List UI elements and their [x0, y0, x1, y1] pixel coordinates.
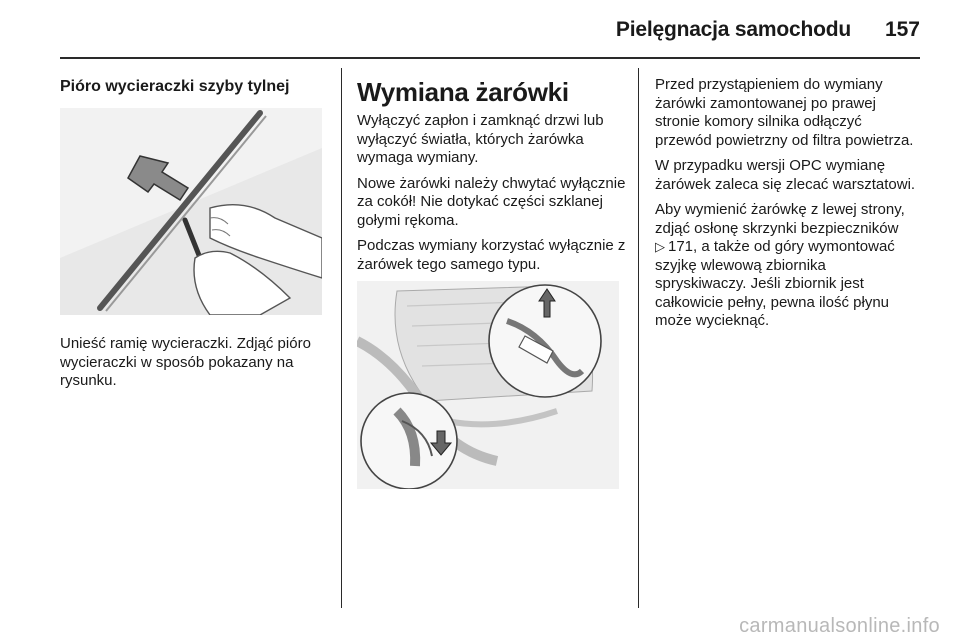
paragraph-text: Aby wymienić żarówkę z lewej strony, zdjąć osłonę skrzynki bezpieczników	[655, 201, 905, 237]
column-3	[655, 76, 921, 338]
paragraph	[655, 201, 921, 331]
column-1	[60, 76, 332, 398]
paragraph: Podczas wymiany korzystać wyłącznie z żarówek tego samego typu.	[357, 237, 626, 273]
page-header	[616, 14, 920, 46]
engine-bay-illustration	[357, 281, 619, 489]
page-reference-arrow-icon: ▷	[655, 239, 665, 254]
wiper-heading: Pióro wycieraczki szyby tylnej	[60, 78, 290, 95]
wiper-instruction: Unieść ramię wycieraczki. Zdjąć pióro wycieraczki w sposób pokazany na rysunku.	[60, 335, 311, 389]
header-rule	[60, 57, 920, 59]
column-2	[357, 76, 629, 489]
wiper-figure	[60, 108, 322, 315]
column-divider-2	[638, 68, 639, 608]
paragraph: Nowe żarówki należy chwytać wyłącznie za cokół! Nie dotykać części szklanej gołymi rękoma.	[357, 174, 626, 229]
paragraph: Wyłączyć zapłon i zamknąć drzwi lub wyłączyć światła, których żarówka wymaga wymiany.	[357, 112, 604, 166]
paragraph-text: , a także od góry wymontować szyjkę wlewową zbiornika spryskiwaczy. Jeśli zbiornik jest całkowicie pełny, pewna ilość płynu może wycieknąć.	[655, 238, 895, 329]
column-divider-1	[341, 68, 342, 608]
page-number: 157	[884, 18, 920, 41]
engine-figure	[357, 281, 619, 489]
watermark: carmanualsonline.info	[739, 615, 940, 637]
wiper-arm-illustration	[60, 108, 322, 315]
paragraph: Przed przystąpieniem do wymiany żarówki zamontowanej po prawej stronie komory silnika odłączyć przewód powietrzny od filtra powietrza.	[655, 76, 914, 149]
section-title: Pielęgnacja samochodu	[615, 18, 851, 41]
paragraph: W przypadku wersji OPC wymianę żarówek zaleca się zlecać warsztatowi.	[655, 157, 916, 193]
bulb-heading: Wymiana żarówki	[357, 77, 569, 107]
page-reference[interactable]: 171	[668, 238, 694, 255]
